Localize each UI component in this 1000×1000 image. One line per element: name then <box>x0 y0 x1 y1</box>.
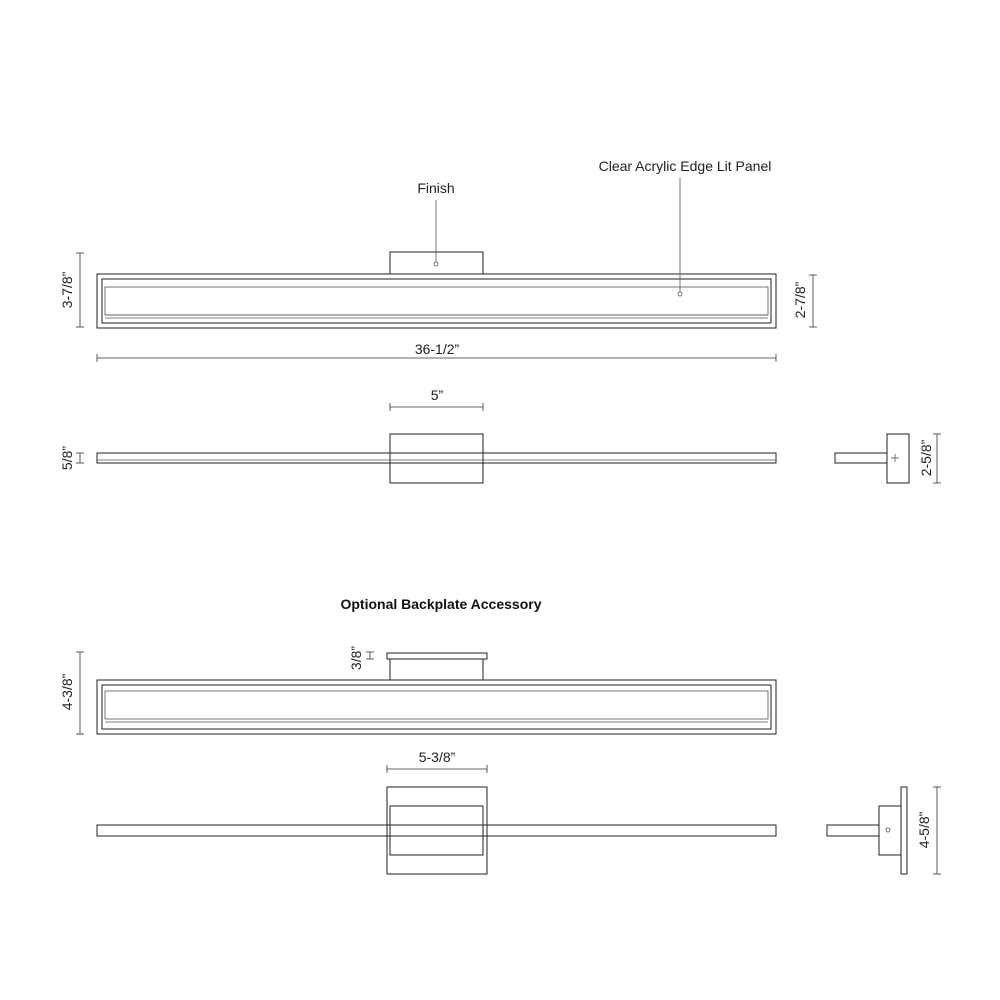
panel-marker <box>678 292 682 296</box>
dim-label: 4-5/8” <box>916 811 932 849</box>
dim-label: 2-7/8” <box>792 281 808 319</box>
panel-callout <box>599 158 772 296</box>
backplate-front-view <box>97 653 776 734</box>
dim-width <box>97 341 776 362</box>
dim-height-front <box>59 253 84 327</box>
dim-label: 5/8” <box>59 445 75 471</box>
dim-label: 3-7/8” <box>59 271 75 309</box>
backplate-canopy <box>390 659 483 680</box>
dim-backplate-height <box>59 652 84 734</box>
front-frame-inner <box>102 279 771 323</box>
panel-label: Clear Acrylic Edge Lit Panel <box>598 158 772 174</box>
section-title: Optional Backplate Accessory <box>340 596 542 612</box>
dim-label: 2-5/8” <box>918 439 934 477</box>
dim-label: 36-1/2” <box>414 341 460 357</box>
finish-label: Finish <box>417 180 455 196</box>
side-fixture-stub <box>835 453 887 463</box>
finish-marker <box>434 262 438 266</box>
side-view <box>835 434 909 483</box>
dim-label: 5-3/8” <box>418 749 456 765</box>
backplate-top-plate <box>387 787 487 874</box>
backplate-side-stub <box>827 825 879 836</box>
side-canopy <box>887 434 909 483</box>
dim-side-height <box>918 434 941 483</box>
dim-canopy-width <box>390 387 483 411</box>
top-canopy <box>390 434 483 483</box>
dim-label: 4-3/8” <box>59 673 75 711</box>
backplate-side-plate <box>901 787 907 874</box>
top-fixture-bar <box>97 453 776 463</box>
dim-backplate-width <box>387 749 487 773</box>
finish-callout <box>417 180 454 266</box>
backplate-top-canopy <box>390 806 483 855</box>
front-frame-outer <box>97 274 776 328</box>
top-view <box>97 434 776 483</box>
backplate-top-fixture-bar <box>97 825 776 836</box>
dim-depth-top <box>59 446 84 470</box>
front-view <box>97 252 776 328</box>
backplate-canopy-plate <box>387 653 487 659</box>
dim-label: 3/8” <box>348 645 364 671</box>
dim-backplate-depth <box>348 646 374 670</box>
backplate-frame-inner <box>102 685 771 729</box>
backplate-top-view <box>97 787 776 874</box>
dim-panel-height <box>792 275 817 327</box>
backplate-frame-outer <box>97 680 776 734</box>
dim-backplate-side-height <box>916 787 941 874</box>
backplate-side-view <box>827 787 907 874</box>
backplate-side-mark <box>886 828 890 832</box>
dim-label: 5” <box>430 387 444 403</box>
front-canopy <box>390 252 483 274</box>
front-acrylic-panel <box>105 287 768 315</box>
backplate-acrylic-panel <box>105 691 768 719</box>
